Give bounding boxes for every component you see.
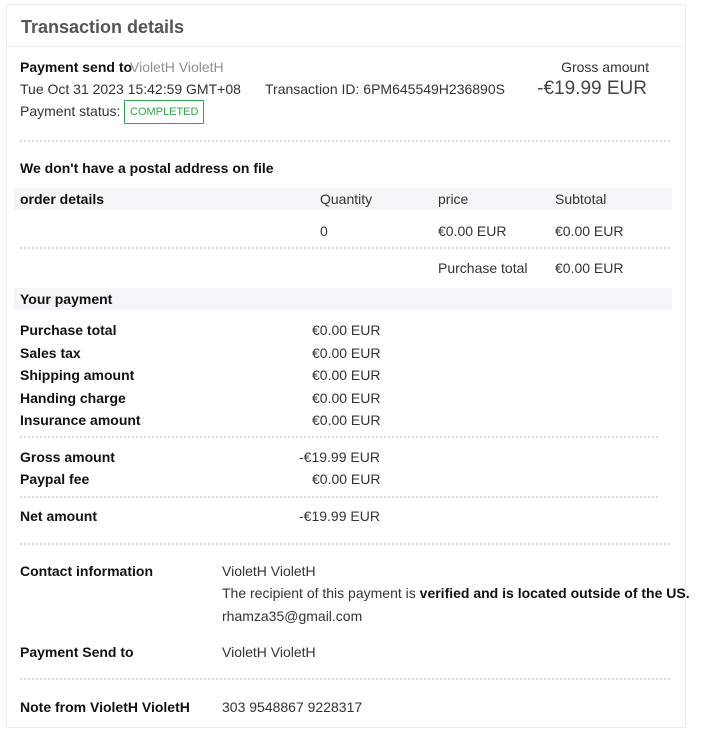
divider [20,140,670,142]
contact-email: rhamza35@gmail.com [222,608,363,624]
net-amount-value: -€19.99 EUR [299,508,380,524]
gross-amount-value: -€19.99 EUR [537,78,647,99]
payment-line-label: Purchase total [20,322,117,338]
quantity-header: Quantity [320,191,373,207]
payment-line-value: €0.00 EUR [312,367,381,383]
status-badge: COMPLETED [124,100,204,124]
verification-prefix: The recipient of this payment is [222,585,420,601]
price-header: price [438,191,469,207]
payment-line-value: €0.00 EUR [312,345,381,361]
paypal-fee-value: €0.00 EUR [312,471,381,487]
payment-status-label: Payment status: [20,103,121,119]
payment-line-value: €0.00 EUR [312,390,381,406]
payment-line-label: Shipping amount [20,367,135,383]
transaction-datetime: Tue Oct 31 2023 15:42:59 GMT+08 [20,81,241,97]
divider [20,247,670,249]
contact-information-label: Contact information [20,563,153,579]
divider [20,678,670,680]
payment-send-to-label: Payment send to [20,59,133,75]
order-details-header: order details [20,191,105,207]
order-row-subtotal: €0.00 EUR [555,223,624,239]
payment-line-label: Sales tax [20,345,81,361]
verification-text [222,585,690,601]
transaction-id: Transaction ID: 6PM645549H236890S [265,81,505,97]
purchase-total-label: Purchase total [438,260,528,276]
payment-line-value: €0.00 EUR [312,322,381,338]
verification-status: verified and is located outside of the US. [419,585,690,601]
gross-amount-label: Gross amount [561,59,649,75]
order-row-price: €0.00 EUR [438,223,507,239]
contact-name: VioletH VioletH [222,563,316,579]
payment-send-to-section-value: VioletH VioletH [222,644,316,660]
purchase-total-value: €0.00 EUR [555,260,624,276]
net-amount-label: Net amount [20,508,97,524]
gross-amount-line-value: -€19.99 EUR [299,449,380,465]
postal-address-notice: We don't have a postal address on file [20,160,274,176]
page-title: Transaction details [21,17,185,37]
payment-send-to-section-label: Payment Send to [20,644,134,660]
payment-line-label: Handing charge [20,390,126,406]
divider [20,436,658,438]
payment-send-to-name: VioletH VioletH [130,59,224,75]
note-value: 303 9548867 9228317 [222,699,363,715]
your-payment-header [14,288,672,310]
subtotal-header: Subtotal [555,191,607,207]
note-label: Note from VioletH VioletH [20,699,190,715]
order-row-quantity: 0 [320,223,328,239]
payment-line-value: €0.00 EUR [312,412,381,428]
paypal-fee-label: Paypal fee [20,471,90,487]
your-payment-heading: Your payment [20,291,113,307]
payment-line-label: Insurance amount [20,412,141,428]
title-divider [7,46,685,47]
divider [20,496,658,498]
divider [20,543,670,545]
gross-amount-line-label: Gross amount [20,449,115,465]
